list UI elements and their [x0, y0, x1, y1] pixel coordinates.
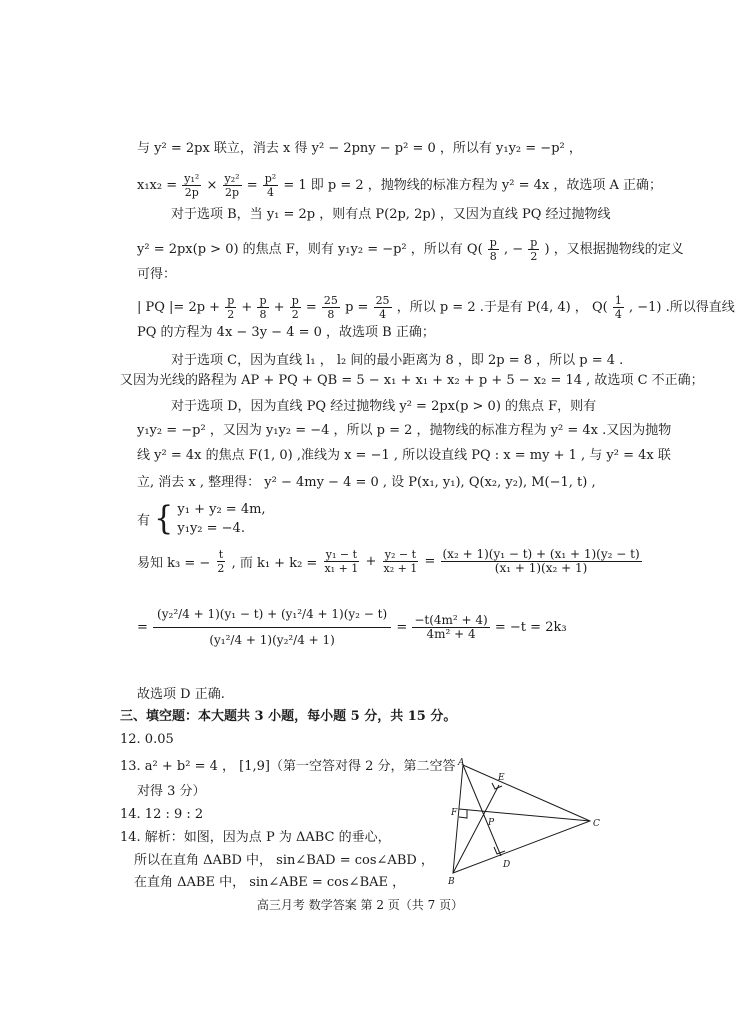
fraction-25-8: $\frac{25}{8}$	[323, 294, 338, 321]
conclusion-d: 故选项 D 正确.	[137, 687, 225, 702]
solution-line-11: y₁y₂ = −p² ，又因为 y₁y₂ = −4 ，所以 p = 2 ，抛物线的标准方程为 y² = 4x .又因为抛物	[137, 423, 672, 438]
p-equals: p =	[345, 300, 369, 315]
system-lines	[177, 500, 265, 538]
section-heading: 三、填空题：本大题共 3 小题，每小题 5 分，共 15 分。	[120, 709, 457, 724]
solution-line-9: 又因为光线的路程为 AP + PQ + QB = 5 − x₁ + x₁ + x₂ + p + 5 − x₂ = 14 , 故选项 C 不正确；	[120, 373, 704, 388]
fraction-p-2-b: $\frac{p}{2}$	[291, 294, 299, 321]
line-6-rest: , −1) .所以得直线	[628, 300, 735, 315]
line-2-rest: = 1 即 p = 2 ，抛物线的标准方程为 y² = 4x ，故选项 A 正确；	[283, 178, 663, 193]
fraction-psq-4: $\frac{\text{p²}}{4}$	[264, 172, 277, 199]
solution-line-4	[137, 236, 684, 263]
plus-sign: +	[273, 300, 285, 315]
line-6-text: ，所以 p = 2 .于是有 P(4, 4) ， Q(	[396, 300, 608, 315]
solution-line-3: 对于选项 B，当 y₁ = 2p ，则有点 P(2p, 2p) ，又因为直线 PQ 经过抛物线	[171, 207, 611, 222]
orthocenter-triangle-diagram	[448, 756, 608, 886]
equals-sign: =	[137, 620, 148, 635]
label-c: C	[593, 819, 600, 829]
solution-line-8: 对于选项 C，因为直线 l₁ ， l₂ 间的最小距离为 8 ，即 2p = 8 ，所以 p = 4 .	[171, 353, 624, 368]
comma: ,	[503, 242, 509, 257]
label-p: P	[488, 818, 495, 828]
label-d: D	[503, 860, 511, 870]
answer-14: 14. 12 : 9 : 2	[120, 807, 204, 822]
equals-sign: =	[396, 620, 408, 635]
system-prefix: 有	[137, 513, 151, 529]
fraction-k-sum: $\frac{\text{(x₂ + 1)(y₁ − t) + (x₁ + 1)(y₂ − t)}}{\text{(x₁ + 1)(x₂ + 1)}}$	[442, 547, 640, 575]
solution-line-10: 对于选项 D，因为直线 PQ 经过抛物线 y² = 2px(p > 0) 的焦点 F，则有	[171, 399, 597, 414]
solution-line-6	[137, 294, 735, 321]
equals-sign: =	[246, 178, 258, 193]
fraction-y1sq-2p: $\frac{\text{y₁²}}{2p}$	[184, 172, 200, 199]
equals-sign: =	[424, 554, 436, 569]
page-footer: 高三月考 数学答案 第 2 页（共 7 页）	[256, 898, 464, 912]
label-f: F	[451, 808, 458, 818]
big-rhs: = −t = 2k₃	[494, 620, 567, 635]
right-angle-d	[494, 847, 505, 854]
answer-14-solution-1: 14. 解析：如图，因为点 P 为 ΔABC 的垂心，	[120, 830, 391, 845]
right-angle-f	[459, 810, 467, 818]
answer-14-solution-3: 在直角 ΔABE 中， sin∠ABE = cos∠BAE ，	[134, 875, 406, 890]
fraction-t-2: $\frac{t}{2}$	[217, 548, 225, 575]
answer-12: 12. 0.05	[120, 732, 174, 747]
k3-prefix: 易知 k₃ = −	[137, 556, 211, 571]
fraction-y2sq-2p: $\frac{\text{y₂²}}{2p}$	[224, 172, 240, 199]
plus-sign: +	[365, 554, 377, 569]
label-a: A	[458, 758, 465, 768]
solution-line-7: PQ 的方程为 4x − 3y − 4 = 0 ，故选项 B 正确；	[137, 325, 435, 340]
fraction-p-2: $\frac{p}{2}$	[530, 236, 538, 263]
fraction-p-8: $\frac{p}{8}$	[489, 236, 497, 263]
pq-length-label: | PQ |= 2p +	[137, 300, 221, 315]
system-line-1: y₁ + y₂ = 4m,	[177, 502, 266, 517]
plus-sign: +	[241, 300, 253, 315]
right-angle-e	[492, 783, 502, 789]
equals-sign: =	[305, 300, 317, 315]
k1k2-label: , 而 k₁ + k₂ =	[231, 556, 318, 571]
altitude-cf	[459, 809, 590, 821]
slope-equation	[137, 548, 643, 575]
line-4-text: y² = 2px(p > 0) 的焦点 F，则有 y₁y₂ = −p² ，所以有 Q(	[137, 242, 483, 257]
solution-line-13: 立, 消去 x , 整理得： y² − 4my − 4 = 0 , 设 P(x₁, y₁), Q(x₂, y₂), M(−1, t) ,	[137, 475, 596, 490]
label-b: B	[448, 877, 455, 887]
solution-line-5: 可得：	[137, 267, 177, 282]
fraction-25-4: $\frac{25}{4}$	[375, 294, 390, 321]
times-sign: ×	[206, 178, 218, 193]
answer-13-line-1: 13. a² + b² = 4 ， [1,9]（第一空答对得 2 分，第二空答	[120, 759, 456, 774]
solution-line-1: 与 y² = 2px 联立，消去 x 得 y² − 2pny − p² = 0 ，所以有 y₁y₂ = −p² ，	[137, 141, 582, 156]
left-brace: {	[154, 499, 174, 538]
system-line-2: y₁y₂ = −4.	[177, 521, 245, 536]
equation-system	[137, 500, 266, 538]
fraction-p-2-a: $\frac{p}{2}$	[227, 294, 235, 321]
fraction-y2mt-x2p1: $\frac{\text{y₂ − t}}{\text{x₂ + 1}}$	[383, 548, 418, 575]
solution-line-2	[137, 172, 662, 199]
x1x2-label: x₁x₂ =	[137, 178, 178, 193]
fraction-mid: $\frac{\text{−t(4m² + 4)}}{\text{4m² + 4}}$	[414, 613, 488, 641]
label-e: E	[498, 773, 505, 783]
minus-sign: −	[512, 242, 524, 257]
fraction-y1mt-x1p1: $\frac{\text{y₁ − t}}{\text{x₁ + 1}}$	[324, 548, 359, 575]
line-4-rest: ) ，又根据抛物线的定义	[544, 242, 684, 257]
fraction-p-8-a: $\frac{p}{8}$	[259, 294, 267, 321]
answer-14-solution-2: 所以在直角 ΔABD 中， sin∠BAD = cos∠ABD ，	[134, 853, 434, 868]
big-fraction-equation	[137, 602, 567, 653]
fraction-1-4: $\frac{1}{4}$	[614, 294, 622, 321]
fraction-big: $\frac{\text{(y₂²/4 + 1)(y₁ − t) + (y₁²/4 + 1)(y₂ − t)}}{\text{(y₁²/4 + 1)(y₂²/4 + 1)}}$	[153, 602, 391, 653]
answer-13-line-2: 对得 3 分）	[137, 784, 206, 799]
solution-line-12: 线 y² = 4x 的焦点 F(1, 0) ,准线为 x = −1 , 所以设直线 PQ : x = my + 1 , 与 y² = 4x 联	[137, 448, 671, 463]
